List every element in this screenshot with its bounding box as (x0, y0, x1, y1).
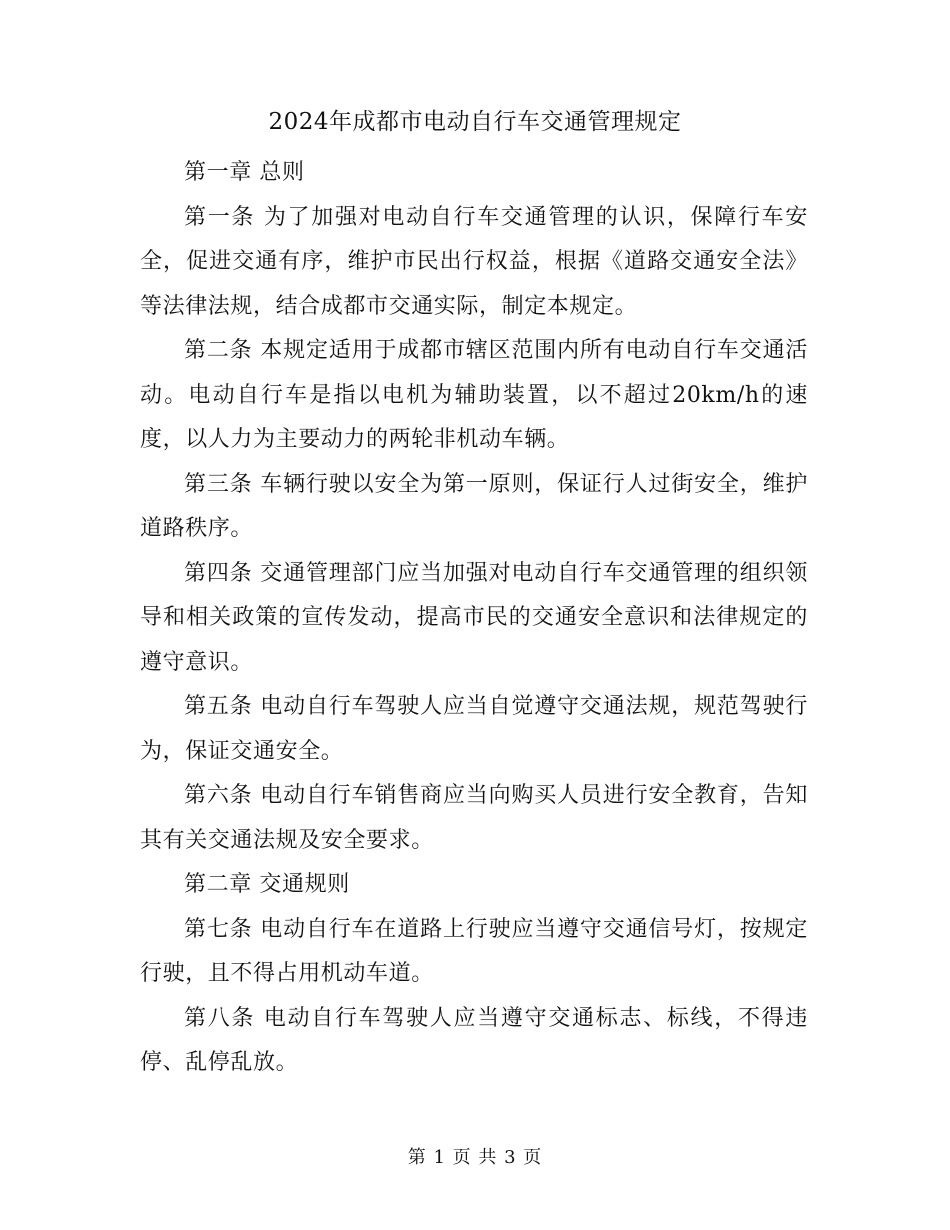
article-3: 第三条 车辆行驶以安全为第一原则，保证行人过街安全，维护道路秩序。 (140, 471, 808, 541)
document-title: 2024年成都市电动自行车交通管理规定 (268, 109, 682, 135)
article-4: 第四条 交通管理部门应当加强对电动自行车交通管理的组织领导和相关政策的宣传发动，提高市民的交通安全意识和法律规定的遵守意识。 (140, 560, 808, 675)
article-2: 第二条 本规定适用于成都市辖区范围内所有电动自行车交通活动。电动自行车是指以电机为辅助装置，以不超过20km/h的速度，以人力为主要动力的两轮非机动车辆。 (140, 338, 808, 452)
page-number-footer: 第 1 页 共 3 页 (407, 1147, 543, 1168)
article-5: 第五条 电动自行车驾驶人应当自觉遵守交通法规，规范驾驶行为，保证交通安全。 (140, 694, 808, 764)
article-6: 第六条 电动自行车销售商应当向购买人员进行安全教育，告知其有关交通法规及安全要求。 (140, 783, 808, 853)
chapter-heading-2: 第二章 交通规则 (184, 872, 350, 897)
document-body (140, 151, 808, 1086)
article-8: 第八条 电动自行车驾驶人应当遵守交通标志、标线，不得违停、乱停乱放。 (140, 1005, 808, 1075)
article-7: 第七条 电动自行车在道路上行驶应当遵守交通信号灯，按规定行驶，且不得占用机动车道。 (140, 916, 808, 986)
chapter-heading-1: 第一章 总则 (184, 160, 305, 185)
article-1: 第一条 为了加强对电动自行车交通管理的认识，保障行车安全，促进交通有序，维护市民出行权益，根据《道路交通安全法》等法律法规，结合成都市交通实际，制定本规定。 (140, 204, 808, 319)
